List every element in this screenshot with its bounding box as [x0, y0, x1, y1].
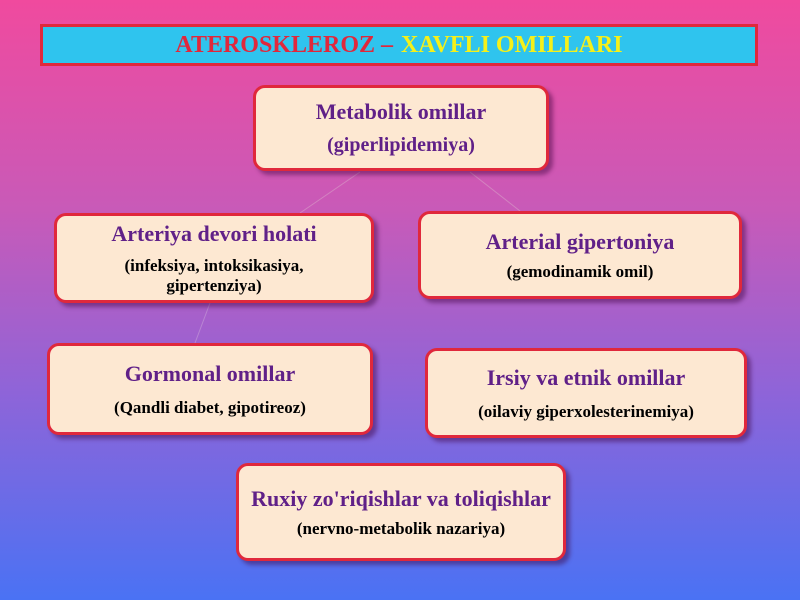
connector-line	[470, 172, 520, 211]
box-heading: Metabolik omillar	[315, 98, 487, 124]
arterial-hypertension-box	[418, 211, 742, 299]
box-subtext-2: gipertenziya)	[166, 275, 262, 295]
box-heading: Ruxiy zo'riqishlar va toliqishlar	[251, 485, 551, 511]
hereditary-factors-box	[425, 348, 747, 438]
connector-line	[300, 172, 360, 213]
metabolic-factors-box	[253, 85, 549, 171]
title-text-red: ATEROSKLEROZ –	[175, 31, 393, 58]
connector-line	[195, 303, 210, 343]
box-subtext: (nervno-metabolik nazariya)	[296, 518, 506, 538]
box-subtext: (infeksiya, intoksikasiya,	[124, 256, 304, 276]
slide-title-bar	[40, 24, 758, 66]
title-text-yellow: XAVFLI OMILLARI	[401, 31, 623, 58]
arterial-wall-box	[54, 213, 374, 303]
hormonal-factors-box	[47, 343, 373, 435]
box-heading: Arterial gipertoniya	[485, 228, 675, 254]
box-heading: Gormonal omillar	[124, 360, 296, 386]
box-subtext: (oilaviy giperxolesterinemiya)	[478, 401, 694, 421]
box-heading: Arteriya devori holati	[111, 220, 317, 246]
psychological-stress-box	[236, 463, 566, 561]
box-heading: Irsiy va etnik omillar	[486, 364, 686, 390]
box-subtext: (Qandli diabet, gipotireoz)	[114, 397, 306, 417]
box-subtext: (giperlipidemiya)	[327, 134, 475, 157]
box-subtext: (gemodinamik omil)	[506, 261, 654, 281]
